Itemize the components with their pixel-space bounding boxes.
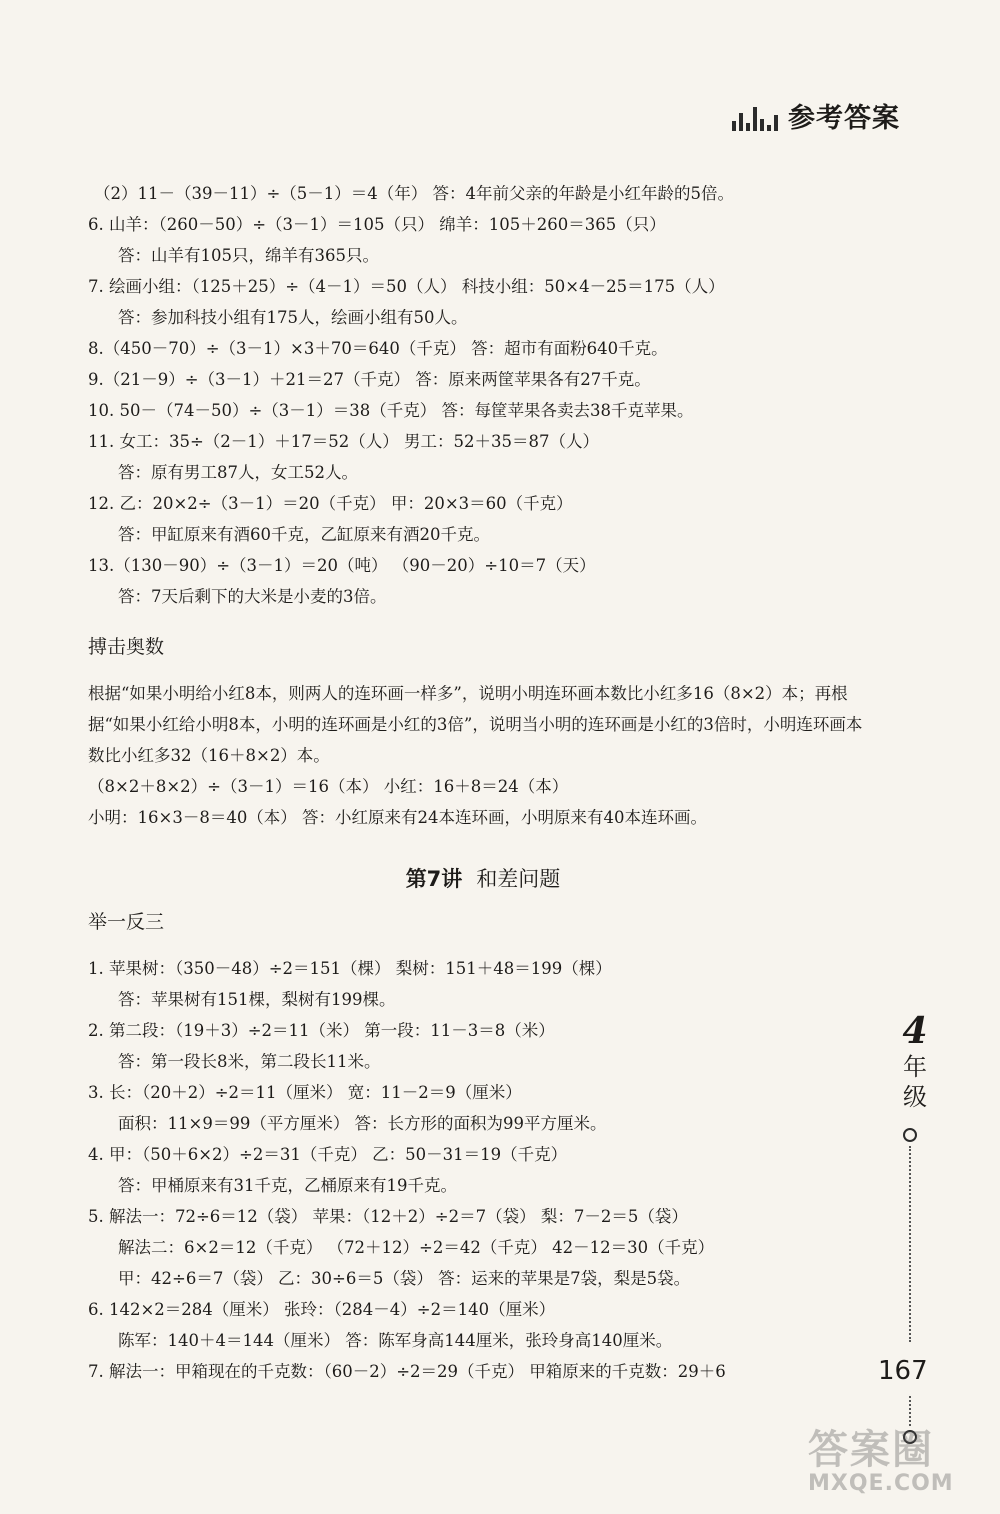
answer-line: 2. 第二段：（19＋3）÷2＝11（米） 第一段：11－3＝8（米） (88, 1021, 555, 1040)
watermark-text: 答案圈 (808, 1427, 934, 1473)
section-heading-practice: 举一反三 (88, 911, 165, 933)
page-number: 167 (878, 1356, 928, 1386)
grade-tab (900, 1010, 930, 1112)
answer-line: 答：原有男工87人，女工52人。 (118, 463, 358, 482)
watermark-url: MXQE.COM (808, 1471, 954, 1496)
answer-line: 12. 乙：20×2÷（3－1）＝20（千克） 甲：20×3＝60（千克） (88, 494, 573, 513)
answer-line: 答：甲桶原来有31千克，乙桶原来有19千克。 (118, 1176, 457, 1195)
answer-line: 答：第一段长8米，第二段长11米。 (118, 1052, 381, 1071)
answer-content (88, 178, 878, 1387)
answer-line: 13.（130－90）÷（3－1）＝20（吨） （90－20）÷10＝7（天） (88, 556, 596, 575)
page-header (732, 96, 900, 135)
answer-line: （2）11－（39－11）÷（5－1）＝4（年） 答：4年前父亲的年龄是小红年龄的5倍。 (94, 184, 735, 203)
olympiad-paragraph: 根据“如果小明给小红8本，则两人的连环画一样多”，说明小明连环画本数比小红多16（8×2）本；再根据“如果小红给小明8本，小明的连环画是小红的3倍”，说明当小明的连环画是小红的3倍时，小明连环画本数比小红多32（16＋8×2）本。 (88, 684, 863, 765)
answer-line: 答：7天后剩下的大米是小麦的3倍。 (118, 587, 387, 606)
answer-line: 6. 山羊：（260－50）÷（3－1）＝105（只） 绵羊：105＋260＝365（只） (88, 215, 666, 234)
chapter-title: 第7讲 (405, 867, 463, 891)
grade-text: 级 (903, 1083, 927, 1111)
chapter-subtitle: 和差问题 (476, 867, 561, 891)
section-heading-olympiad: 搏击奥数 (88, 636, 165, 658)
answer-line: 7. 解法一：甲箱现在的千克数：（60－2）÷2＝29（千克） 甲箱原来的千克数：29＋6 (88, 1362, 726, 1381)
answer-line: 小明：16×3－8＝40（本） 答：小红原来有24本连环画，小明原来有40本连环画。 (88, 808, 708, 827)
answer-line: 10. 50－（74－50）÷（3－1）＝38（千克） 答：每筐苹果各卖去38千克苹果。 (88, 401, 694, 420)
answer-line: 1. 苹果树：（350－48）÷2＝151（棵） 梨树：151＋48＝199（棵） (88, 959, 612, 978)
answer-line: 8.（450－70）÷（3－1）×3＋70＝640（千克） 答：超市有面粉640千克。 (88, 339, 668, 358)
grade-text: 年 (903, 1053, 927, 1081)
answer-line: 3. 长：（20＋2）÷2＝11（厘米） 宽：11－2＝9（厘米） (88, 1083, 522, 1102)
header-title: 参考答案 (788, 103, 900, 134)
answer-line: 答：甲缸原来有酒60千克，乙缸原来有酒20千克。 (118, 525, 490, 544)
answer-line: 答：苹果树有151棵，梨树有199棵。 (118, 990, 396, 1009)
answer-line: 答：山羊有105只，绵羊有365只。 (118, 246, 379, 265)
dotted-divider (909, 1146, 911, 1342)
answer-line: 7. 绘画小组：（125＋25）÷（4－1）＝50（人） 科技小组：50×4－25＝175（人） (88, 277, 725, 296)
answer-line: 11. 女工：35÷（2－1）＋17＝52（人） 男工：52＋35＝87（人） (88, 432, 600, 451)
answer-line: 5. 解法一：72÷6＝12（袋） 苹果：（12＋2）÷2＝7（袋） 梨：7－2＝5（袋） (88, 1207, 688, 1226)
watermark-logo (808, 1418, 988, 1508)
bars-logo-icon (732, 101, 778, 131)
answer-line: 面积：11×9＝99（平方厘米） 答：长方形的面积为99平方厘米。 (118, 1114, 607, 1133)
answer-line: 6. 142×2＝284（厘米） 张玲：（284－4）÷2＝140（厘米） (88, 1300, 556, 1319)
answer-line: 答：参加科技小组有175人，绘画小组有50人。 (118, 308, 468, 327)
answer-line: 4. 甲：（50＋6×2）÷2＝31（千克） 乙：50－31＝19（千克） (88, 1145, 568, 1164)
answer-line: 陈军：140＋4＝144（厘米） 答：陈军身高144厘米，张玲身高140厘米。 (118, 1331, 673, 1350)
answer-line: 9.（21－9）÷（3－1）＋21＝27（千克） 答：原来两筐苹果各有27千克。 (88, 370, 651, 389)
circle-icon (903, 1128, 917, 1142)
answer-line: 解法二：6×2＝12（千克） （72＋12）÷2＝42（千克） 42－12＝30（千克） (118, 1238, 715, 1257)
answer-line: 甲：42÷6＝7（袋） 乙：30÷6＝5（袋） 答：运来的苹果是7袋，梨是5袋。 (118, 1269, 691, 1288)
chapter-heading (88, 859, 878, 899)
answer-line: （8×2＋8×2）÷（3－1）＝16（本） 小红：16＋8＝24（本） (88, 777, 569, 796)
grade-number: 4 (902, 1010, 928, 1052)
